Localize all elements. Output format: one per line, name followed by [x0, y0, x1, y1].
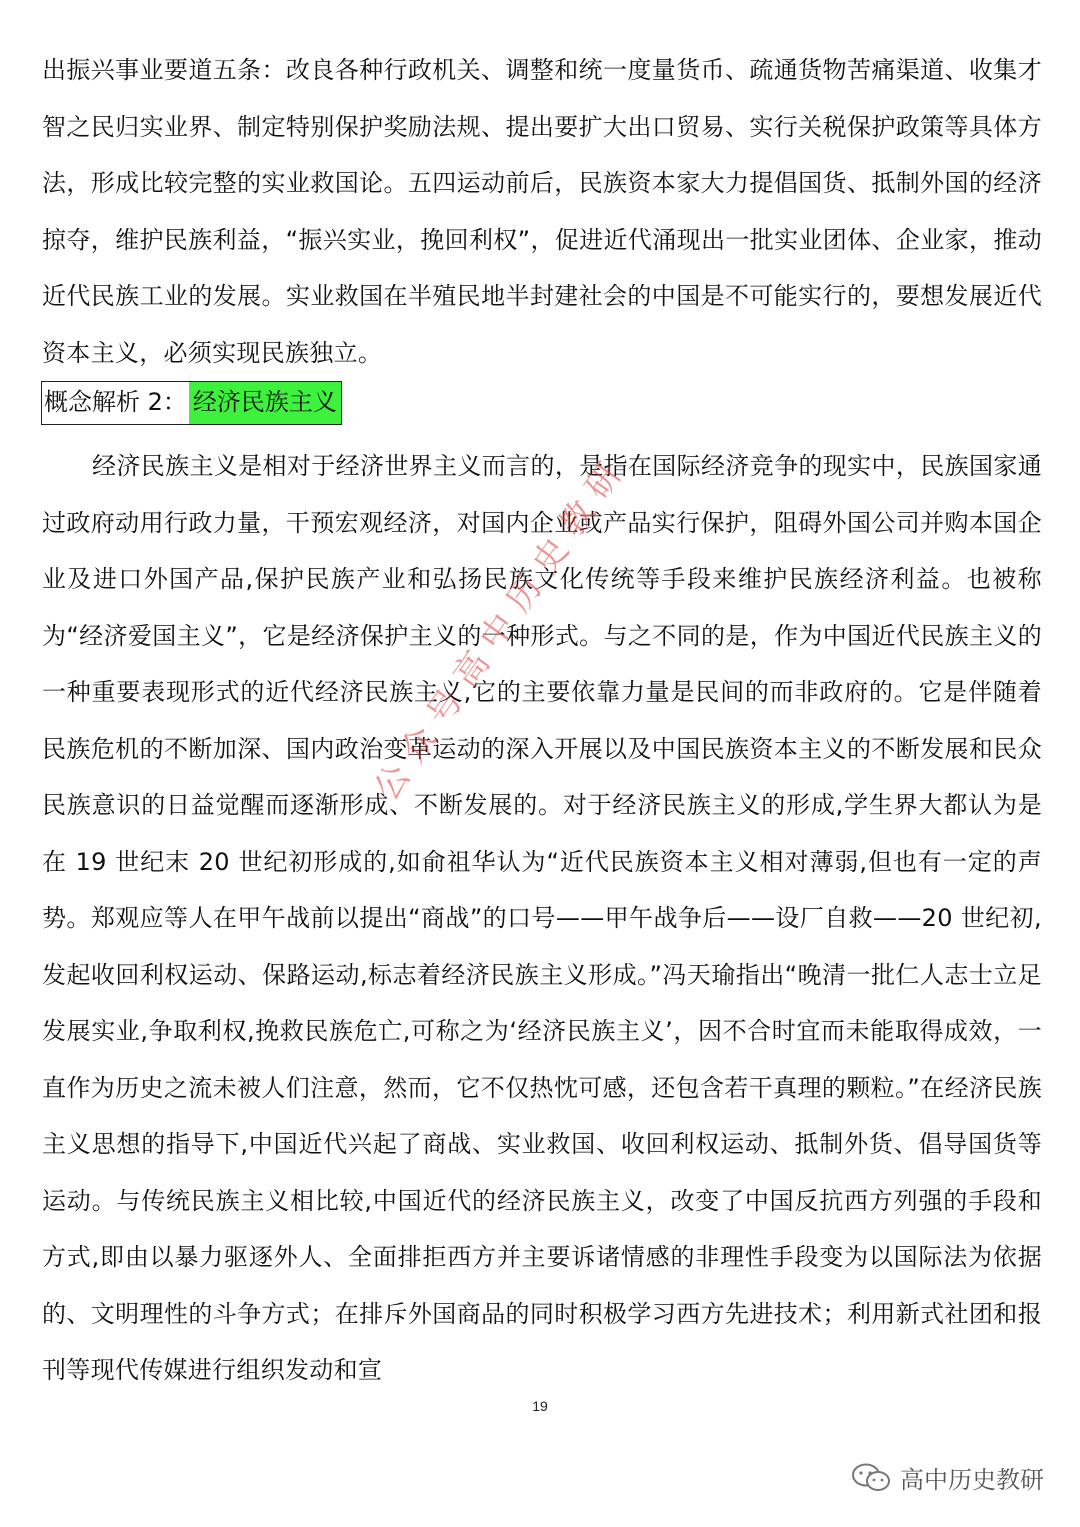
concept-term: 经济民族主义: [189, 382, 341, 424]
concept-box: [41, 381, 342, 425]
concept-label: 概念解析 2：: [44, 388, 187, 416]
page-number: 19: [532, 1398, 548, 1414]
intro-paragraph: 出振兴事业要道五条：改良各种行政机关、调整和统一度量货币、疏通货物苦痛渠道、收集才智之民归实业界、制定特别保护奖励法规、提出要扩大出口贸易、实行关税保护政策等具体方法，形成比较完整的实业救国论。五四运动前后，民族资本家大力提倡国货、抵制外国的经济掠夺，维护民族利益，“振兴实业，挽回利权”，促进近代涌现出一批实业团体、企业家，推动近代民族工业的发展。实业救国在半殖民地半封建社会的中国是不可能实行的，要想发展近代资本主义，必须实现民族独立。: [42, 56, 1042, 367]
wechat-icon: [850, 1462, 894, 1494]
account-name: 高中历史教研: [900, 1466, 1044, 1494]
concept-body-paragraph: 经济民族主义是相对于经济世界主义而言的，是指在国际经济竞争的现实中，民族国家通过政府动用行政力量，干预宏观经济，对国内企业或产品实行保护，阻碍外国公司并购本国企业及进口外国产品,保护民族产业和弘扬民族文化传统等手段来维护民族经济利益。也被称为“经济爱国主义”，它是经济保护主义的一种形式。与之不同的是，作为中国近代民族主义的一种重要表现形式的近代经济民族主义,它的主要依靠力量是民间的而非政府的。它是伴随着民族危机的不断加深、国内政治变革运动的深入开展以及中国民族资本主义的不断发展和民众民族意识的日益觉醒而逐渐形成、不断发展的。对于经济民族主义的形成,学生界大都认为是在 19 世纪末 20 世纪初形成的,如俞祖华认为“近代民族资本主义相对薄弱,但也有一定的声势。郑观应等人在甲午战前以提出“商战”的口号——甲午战争后——设厂自救——20 世纪初,发起收回利权运动、保路运动,标志着经济民族主义形成。”冯天瑜指出“晚清一批仁人志士立足发展实业,争取利权,挽救民族危亡,可称之为‘经济民族主义’，因不合时宜而未能取得成效，一直作为历史之流未被人们注意，然而，它不仅热忱可感，还包含若干真理的颗粒。”在经济民族主义思想的指导下,中国近代兴起了商战、实业救国、收回利权运动、抵制外货、倡导国货等运动。与传统民族主义相比较,中国近代的经济民族主义，改变了中国反抗西方列强的手段和方式,即由以暴力驱逐外人、全面排拒西方并主要诉诸情感的非理性手段变为以国际法为依据的、文明理性的斗争方式；在排斥外国商品的同时积极学习西方先进技术；利用新式社团和报刊等现代传媒进行组织发动和宣: [42, 452, 1042, 1384]
footer-account: [850, 1460, 1044, 1495]
watermark-stamp: 公众号高中历史教研: [366, 445, 637, 808]
